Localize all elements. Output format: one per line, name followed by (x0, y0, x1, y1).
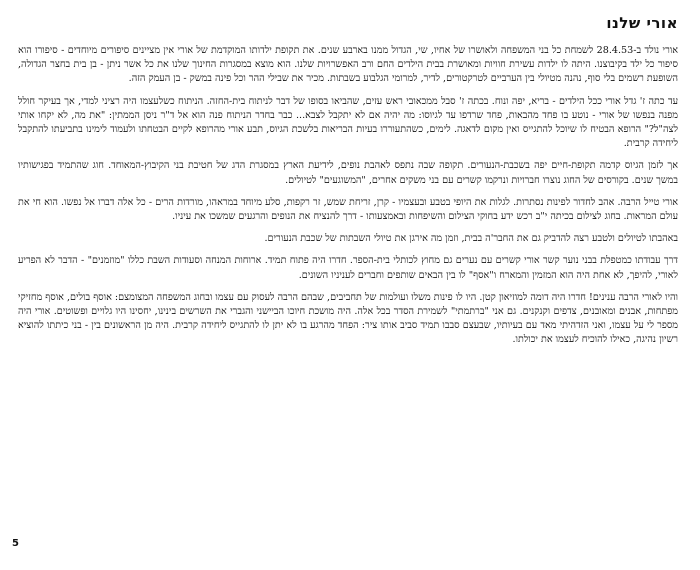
paragraph-1: אורי נולד ב-28.4.53 לשמחת כל בני המשפחה ולאושרו של אחיו, שי, הגדול ממנו בארבע שנים. את תקופת ילדותו המוקדמת של אורי אין מציינים סיפורים מיוחדים - סיפורו הוא סיפור כל ילד בקיבוצנו. היתה לו ילדות עשירת חוויות ומאושרת בבית הילדים החם ורב האפשרויות שלנו. הוא מוצא במסגרות החינוך שלנו את כל אשר ניתן - בן בית בחצר הגדולה, השופעת רשמים בלי סוף, נהנה מטיולי בין הערביים לטרקטורים, לדיר, למרומי הגלבוע בשבתות. מכיר את שבילי ההר וכל פינה במשק - בן העמק הזה. (18, 45, 678, 85)
paragraph-5: באהבתו לטיולים ולטבע רצה להדביק גם את החבר'ה בבית, וזמן מה אירגן את טיולי השבתות של שכבת הנעורים. (264, 233, 678, 245)
article-body (18, 44, 678, 356)
paragraph-3: אך לזמן הגיוס קדמה תקופת-חיים יפה בשכבת-הנעורים. תקופה שבה נתפס לאהבת נופים, לידיעת הארץ במסגרת הדג של חטיבת בני הקיבוץ-המאוחד. חוג שהתמיד בפגישותיו במשך שנים. בקורסים של החוג נוצרו חברויות ונרקמו קשרים עם בני משקים אחרים, "המשוגעים" לטיולים. (18, 160, 678, 186)
paragraph-2: עד כתה ז' גדל אורי ככל הילדים - בריא, יפה ונוח. בכתה ז' סבל ממכאובי ראש עזים, שהביאו בסופו של דבר לניתוח בית-החזה. הניתוח כשלעצמו היה רציני למדי, אך בעיקר חולל מפנה בנפשו של אורי - נוטע בו פחד מהבאות, פחד שרדפו עד לגיוסו: מה יהיה אם לא יתקבל לצבא... כבר בחדר הניתוח פנה הוא אל ד"ר ניסן הממתין: "את מה, לא יקחו אותי לצה"ל?" הרופא הבטיח לו שיוכל להתגייס ואין מקום לדאגה. לימים, כשהתעוררו בעיות הבריאות בלשכת הגיוס, תבע אורי מהרופא לקיים הבטחתו ולעמוד לימינו בתביעתו להתקבל ליחידה קרבית. (18, 95, 678, 150)
paragraph-4: אורי טייל הרבה. אהב לחדור לפינות נסתרות. לגלות את היופי בטבע ובעצמיו - קרן, זריחת שמש, זר רקפות, סלע מיוחד במראהו, מורדות הרים - כל אלה דברו אל נפשו. הוא חי את עולם המראות. בחוג לצילום בכיתה י"ב רכש ידע בחוקי הצילום והשיפחות ובאמצעותו - דרך להנציח את הנופים והרגעים שמשכו את עיניו. (18, 196, 678, 223)
page-number: 5 (12, 538, 19, 549)
page-title: אורי שלנו (606, 14, 678, 32)
paragraph-6: דרך עבודתו כמטפלת בבני נוער קשר אורי קשרים עם נערים גם מחוץ לכותלי בית-הספר. חדרו היה פתוח תמיד. ארוחות המנחה וסעודות השבת כללו "מוזמנים" - הדבר לא הפריע לאורי, להיפך, לא אחת היה הוא המזמין והמארח ו"אסף" לו בין הבאים שותפים וחברים לעניניו השונים. (18, 255, 678, 281)
paragraph-7: והיו לאורי הרבה ענינים! חדרו היה דומה למוזיאון קטן. היו לו פינות משלו ועולמות של תחביבים, שבהם הרבה לעסוק עם עצמו ובחוג המשפחה המצומצם: אוסף בולים, אוסף מחזיקי מפתחות, אבנים ומאובנים, צדפים וקנקנים. גם אני "ברתמתי" לשמירת הסדר בכל אלה. היה מושכת חיוכו הביישני והגברי את השרשים בינינו, יחסינו היו גלויים ופשוטים. אורי היה מספר לי על עצמו, ואני הזדהיתי מאד עם בעיותיו, שבעצם סבבו תמיד סביב אותו ציר: הפחד מהרגע בו לא יתן לו להתגייס ליחידה קרבית. היה מן הראשונים בין - בני כיתתו להוציא רשיון נהיגה, כאילו להוכיח לעצמו את יכולתו. (18, 291, 678, 346)
